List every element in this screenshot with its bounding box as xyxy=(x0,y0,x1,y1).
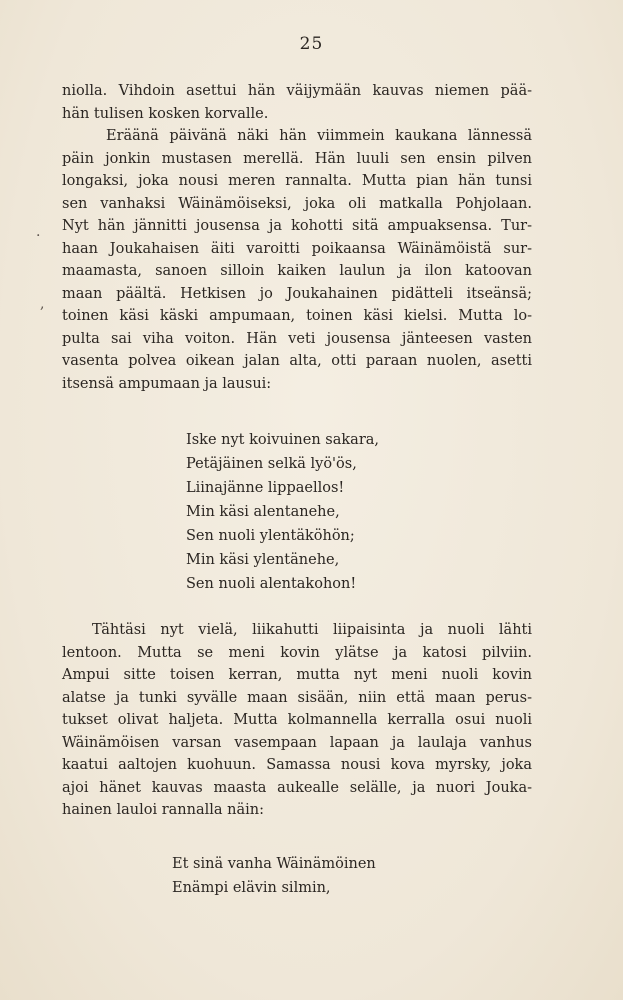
text-line: pulta sai viha voiton. Hän veti jousensa jänteesen vasten xyxy=(62,330,532,347)
text-line: niolla. Vihdoin asettui hän väijymään kauvas niemen pää- xyxy=(62,83,532,99)
poem-verse: Min käsi alentanehe, xyxy=(186,504,340,520)
text-line: Wäinämöisen varsan vasempaan lapaan ja laulaja vanhus xyxy=(62,734,532,751)
text-line: ajoi hänet kauvas maasta aukealle selälle, ja nuori Jouka- xyxy=(62,779,532,796)
text-line: päin jonkin mustasen merellä. Hän luuli sen ensin pilven xyxy=(62,150,532,167)
text-line: maan päältä. Hetkisen jo Joukahainen pidätteli itseänsä; xyxy=(62,285,532,302)
poem-stanza-2 xyxy=(172,852,376,900)
poem-verse: Iske nyt koivuinen sakara, xyxy=(186,432,380,448)
text-line: vasenta polvea oikean jalan alta, otti paraan nuolen, asetti xyxy=(62,353,532,369)
text-line: lentoon. Mutta se meni kovin ylätse ja katosi pilviin. xyxy=(62,644,532,661)
poem-verse: Sen nuoli alentakohon! xyxy=(186,576,357,592)
text-line: toinen käsi käski ampumaan, toinen käsi kielsi. Mutta lo- xyxy=(62,308,532,324)
margin-mark: . xyxy=(36,224,41,240)
text-line: hainen lauloi rannalla näin: xyxy=(62,802,264,818)
text-line: itsensä ampumaan ja lausui: xyxy=(62,375,272,392)
text-line: haan Joukahaisen äiti varoitti poikaansa Wäinämöistä sur- xyxy=(62,240,532,257)
margin-mark: , xyxy=(40,296,45,312)
poem-verse: Min käsi ylentänehe, xyxy=(186,552,340,568)
text-line: alatse ja tunki syvälle maan sisään, niin että maan perus- xyxy=(62,689,532,706)
text-line: sen vanhaksi Wäinämöiseksi, joka oli matkalla Pohjolaan. xyxy=(62,195,532,212)
text-line: Tähtäsi nyt vielä, liikahutti liipaisinta ja nuoli lähti xyxy=(92,622,532,638)
text-line: hän tulisen kosken korvalle. xyxy=(62,105,269,122)
paragraph-block-2 xyxy=(62,619,532,822)
poem-verse: Liinajänne lippaellos! xyxy=(186,480,345,496)
text-line: kaatui aaltojen kuohuun. Samassa nousi kova myrsky, joka xyxy=(62,757,532,773)
paragraph-block-1 xyxy=(62,80,532,395)
text-line: longaksi, joka nousi meren rannalta. Mutta pian hän tunsi xyxy=(62,173,532,189)
text-line: Nyt hän jännitti jousensa ja kohotti sitä ampuaksensa. Tur- xyxy=(62,218,532,234)
poem-stanza-1 xyxy=(186,428,379,596)
poem-verse: Enämpi elävin silmin, xyxy=(172,880,331,896)
text-line: Ampui sitte toisen kerran, mutta nyt meni nuoli kovin xyxy=(62,667,532,683)
poem-verse: Petäjäinen selkä lyö'ös, xyxy=(186,456,357,472)
text-line: tukset olivat haljeta. Mutta kolmannella kerralla osui nuoli xyxy=(62,712,532,728)
text-line: maamasta, sanoen silloin kaiken laulun ja ilon katoovan xyxy=(62,263,532,279)
poem-verse: Et sinä vanha Wäinämöinen xyxy=(172,856,376,872)
poem-verse: Sen nuoli ylentäköhön; xyxy=(186,528,355,544)
page-number: 25 xyxy=(299,34,324,54)
text-line: Eräänä päivänä näki hän viimmein kaukana lännessä xyxy=(106,128,532,144)
